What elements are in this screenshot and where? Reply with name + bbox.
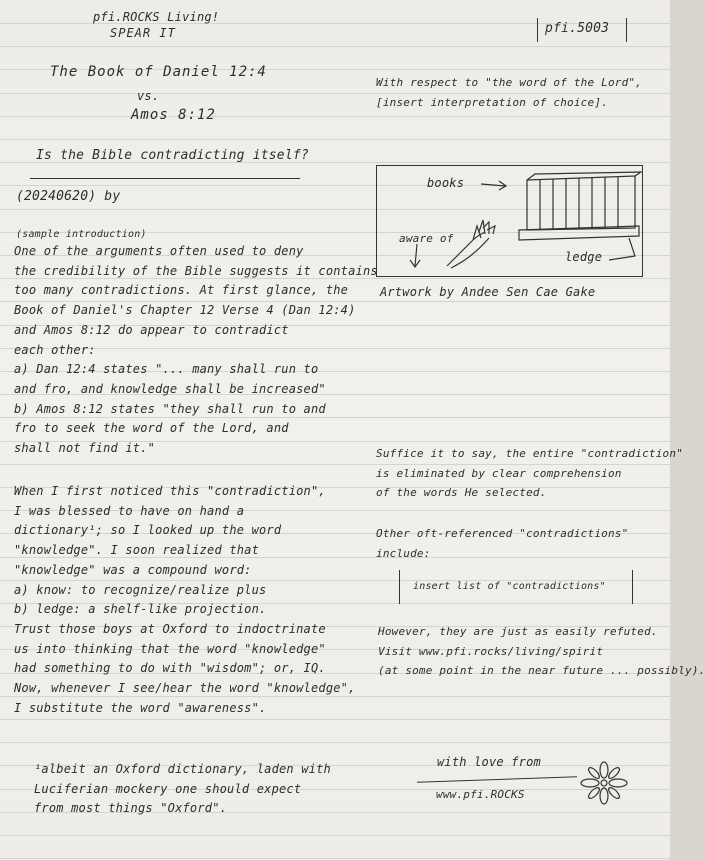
intro-label: (sample introduction)	[16, 229, 147, 240]
body-line: b) ledge: a shelf-like projection.	[14, 602, 267, 617]
signoff-site: www.pfi.ROCKS	[436, 788, 525, 801]
ruled-line	[0, 719, 670, 720]
body-line: b) Amos 8:12 states "they shall run to and	[14, 401, 326, 416]
ruled-line	[0, 557, 670, 558]
ruled-line	[0, 835, 670, 836]
insert-list-placeholder: insert list of "contradictions"	[413, 581, 606, 592]
footnote-line: Luciferian mockery one should expect	[34, 781, 302, 796]
body-line: and fro, and knowledge shall be increased"	[14, 381, 326, 396]
body-line: us into thinking that the word "knowledge"	[14, 641, 326, 656]
ruled-line	[0, 139, 670, 140]
title-line-2: Amos 8:12	[131, 107, 216, 123]
body-line: I was blessed to have on hand a	[14, 503, 245, 518]
title-line-1: The Book of Daniel 12:4	[50, 64, 267, 80]
body-line: Now, whenever I see/hear the word "knowledge",	[14, 681, 356, 695]
ruled-line	[0, 464, 670, 465]
body-line: I substitute the word "awareness".	[14, 700, 267, 715]
body-line: too many contradictions. At first glance, the	[14, 283, 349, 298]
body-line: Trust those boys at Oxford to indoctrinate	[14, 621, 326, 636]
note-line: (at some point in the near future ... possibly).	[378, 664, 705, 678]
body-line: shall not find it."	[14, 441, 156, 455]
ruled-line	[0, 93, 670, 94]
note-line: of the words He selected.	[376, 486, 547, 499]
ruled-line	[0, 278, 670, 279]
note-line: Visit www.pfi.rocks/living/spirit	[378, 644, 604, 658]
ruled-line	[0, 858, 670, 859]
body-line: "knowledge" was a compound word:	[14, 562, 252, 577]
doc-id: pfi.5003	[545, 21, 610, 36]
footnote-line: ¹albeit an Oxford dictionary, laden with	[34, 762, 331, 776]
ruled-line	[0, 116, 670, 117]
ruled-line	[0, 742, 670, 743]
brand-title: pfi.ROCKS Living!	[93, 10, 220, 24]
artwork-label-aware: aware of	[399, 232, 454, 245]
note-line: is eliminated by clear comprehension	[376, 466, 622, 480]
artwork-label-books: books	[427, 176, 465, 190]
body-line: a) know: to recognize/realize plus	[14, 582, 267, 597]
footnote-line: from most things "Oxford".	[34, 801, 228, 815]
body-line: "knowledge". I soon realized that	[14, 543, 260, 558]
question-underline	[30, 178, 300, 179]
body-line: Book of Daniel's Chapter 12 Verse 4 (Dan 12:4)	[14, 303, 356, 318]
flower-doodle-icon	[578, 760, 630, 806]
ruled-line	[0, 696, 670, 697]
body-line: One of the arguments often used to deny	[14, 244, 304, 258]
artwork-label-ledge: ledge	[565, 250, 603, 264]
body-line: a) Dan 12:4 states "... many shall run to	[14, 362, 319, 377]
note-line: However, they are just as easily refuted.	[378, 625, 658, 638]
note-line: [insert interpretation of choice].	[376, 95, 608, 109]
ruled-line	[0, 417, 670, 418]
body-line: fro to seek the word of the Lord, and	[14, 421, 289, 436]
ruled-line	[0, 46, 670, 47]
ruled-line	[0, 301, 670, 302]
artwork-sketch	[376, 165, 643, 277]
body-line: each other:	[14, 342, 96, 357]
ruled-line	[0, 348, 670, 349]
body-line: the credibility of the Bible suggests it contains	[14, 263, 378, 278]
body-line: and Amos 8:12 do appear to contradict	[14, 322, 289, 337]
brand-slogan: SPEAR IT	[110, 26, 176, 40]
signoff-underline	[417, 776, 577, 783]
title-vs: vs.	[137, 89, 160, 103]
body-line: had something to do with "wisdom"; or, IQ.	[14, 661, 326, 676]
artwork-caption: Artwork by Andee Sen Cae Gake	[380, 285, 596, 299]
note-line: include:	[376, 546, 431, 560]
note-line: With respect to "the word of the Lord",	[376, 76, 643, 89]
note-line: Suffice it to say, the entire "contradiction"	[376, 447, 684, 460]
date-line: (20240620) by	[16, 189, 121, 204]
body-line: dictionary¹; so I looked up the word	[14, 523, 282, 538]
body-line: When I first noticed this "contradiction",	[14, 484, 326, 498]
page-question: Is the Bible contradicting itself?	[36, 148, 309, 163]
note-line: Other oft-referenced "contradictions"	[376, 527, 629, 540]
signoff-with-love: with love from	[437, 755, 541, 769]
